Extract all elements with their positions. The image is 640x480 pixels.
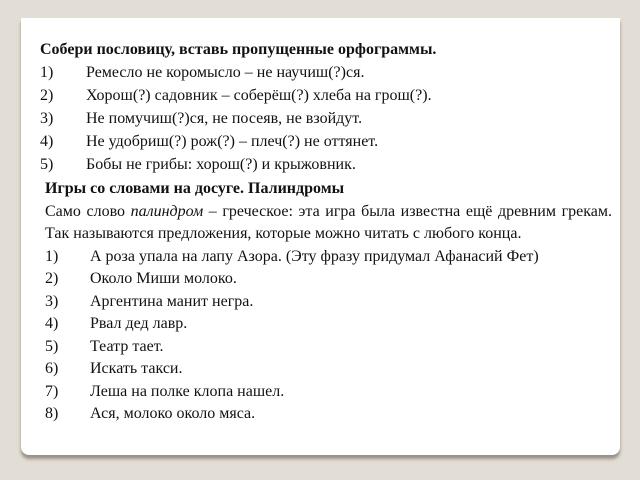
palindromes-intro bbox=[45, 201, 612, 246]
item-number: 4) bbox=[40, 133, 54, 150]
intro-text: Само слово bbox=[45, 202, 131, 220]
item-text: Не помучиш(?)ся, не посеяв, не взойдут. bbox=[86, 110, 363, 127]
item-text: Бобы не грибы: хорош(?) и крыжовник. bbox=[86, 156, 356, 173]
palindrome-item bbox=[45, 381, 612, 404]
item-text: Искать такси. bbox=[90, 360, 183, 377]
item-text: А роза упала на лапу Азора. (Эту фразу придумал Афанасий Фет) bbox=[90, 247, 539, 265]
proverb-item bbox=[40, 84, 610, 107]
item-number: 3) bbox=[40, 110, 54, 127]
palindrome-item bbox=[45, 403, 612, 426]
palindrome-item bbox=[45, 291, 612, 314]
item-number: 2) bbox=[40, 87, 54, 104]
item-number: 8) bbox=[45, 405, 59, 422]
item-number: 2) bbox=[45, 270, 59, 287]
palindrome-item bbox=[45, 246, 612, 269]
item-text: Не удобриш(?) рож(?) – плеч(?) не оттянет. bbox=[86, 133, 379, 150]
item-text: Аргентина манит негра. bbox=[90, 292, 254, 310]
item-text: Ремесло не коромысло – не научиш(?)ся. bbox=[86, 64, 365, 81]
item-number: 1) bbox=[40, 64, 54, 81]
palindrome-item bbox=[45, 336, 612, 359]
intro-text-rest: – греческое: эта игра была известна ещё древним грекам. Так называются предложения, которые можно читать с любого конца. bbox=[45, 202, 612, 242]
item-text: Ася, молоко около мяса. bbox=[90, 405, 256, 422]
palindrome-item bbox=[45, 268, 612, 291]
proverb-item bbox=[40, 61, 610, 84]
item-number: 5) bbox=[40, 156, 54, 173]
item-number: 7) bbox=[45, 382, 59, 400]
palindromes-title: Игры со словами на досуге. Палиндромы bbox=[45, 180, 345, 197]
item-number: 1) bbox=[45, 247, 59, 265]
item-number: 5) bbox=[45, 337, 59, 355]
proverbs-section bbox=[40, 38, 610, 176]
proverbs-title: Собери пословицу, вставь пропущенные орфограммы. bbox=[40, 41, 437, 58]
item-text: Леша на полке клопа нашел. bbox=[90, 382, 285, 400]
item-text: Хорош(?) садовник – соберёш(?) хлеба на грош(?). bbox=[86, 87, 432, 104]
proverb-item bbox=[40, 153, 610, 176]
palindrome-item bbox=[45, 313, 612, 336]
item-number: 4) bbox=[45, 315, 59, 332]
palindromes-section bbox=[45, 178, 612, 426]
proverb-item bbox=[40, 107, 610, 130]
item-number: 3) bbox=[45, 292, 59, 310]
item-number: 6) bbox=[45, 360, 59, 377]
item-text: Около Миши молоко. bbox=[90, 270, 237, 287]
intro-italic-term: палиндром bbox=[130, 202, 204, 220]
item-text: Рвал дед лавр. bbox=[90, 315, 188, 332]
palindrome-item bbox=[45, 358, 612, 381]
item-text: Театр тает. bbox=[90, 337, 164, 355]
proverb-item bbox=[40, 130, 610, 153]
